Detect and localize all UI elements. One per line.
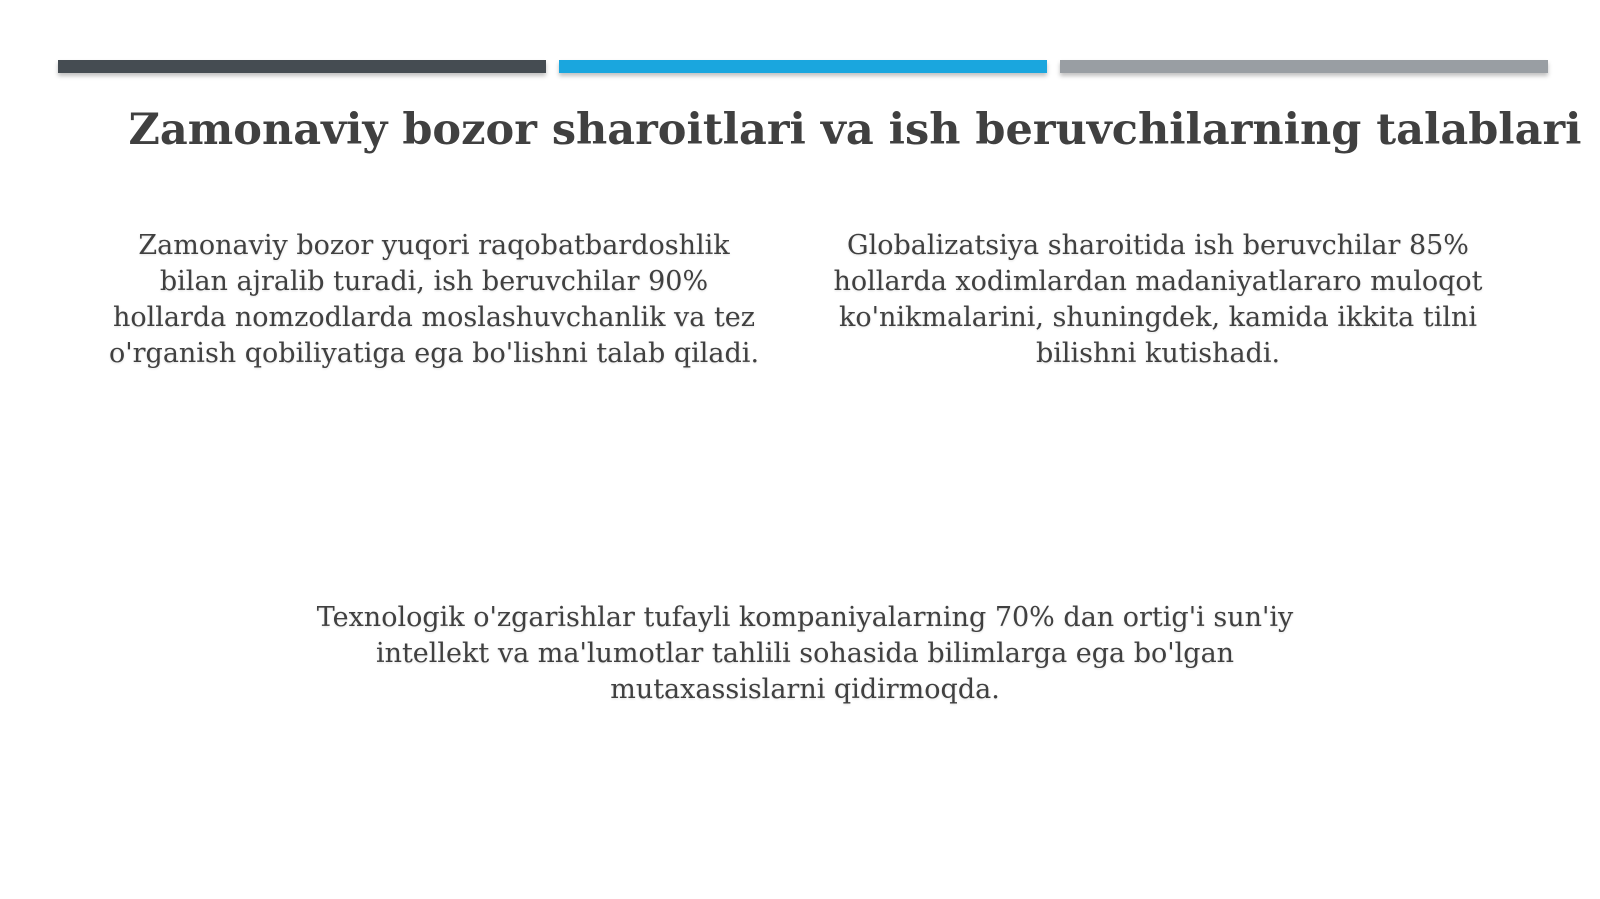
accent-bar-dark — [58, 60, 546, 73]
slide-title: Zamonaviy bozor sharoitlari va ish beruvchilarning talablari — [128, 105, 1582, 155]
text-block-technology: Texnologik o'zgarishlar tufayli kompaniyalarning 70% dan ortig'i sun'iy intellekt va ma'lumotlar tahlili sohasida bilimlarga ega bo'lgan mutaxassislarni qidirmoqda. — [316, 602, 1294, 705]
text-block-globalization: Globalizatsiya sharoitida ish beruvchilar 85% hollarda xodimlardan madaniyatlararo muloqot ko'nikmalarini, shuningdek, kamida ikkita tilni bilishni kutishadi. — [833, 230, 1483, 369]
accent-bar-blue — [559, 60, 1047, 73]
text-block-market: Zamonaviy bozor yuqori raqobatbardoshlik bilan ajralib turadi, ish beruvchilar 90% hollarda nomzodlarda moslashuvchanlik va tez o'rganish qobiliyatiga ega bo'lishni talab qiladi. — [108, 230, 760, 369]
accent-bar-gray — [1060, 60, 1548, 73]
